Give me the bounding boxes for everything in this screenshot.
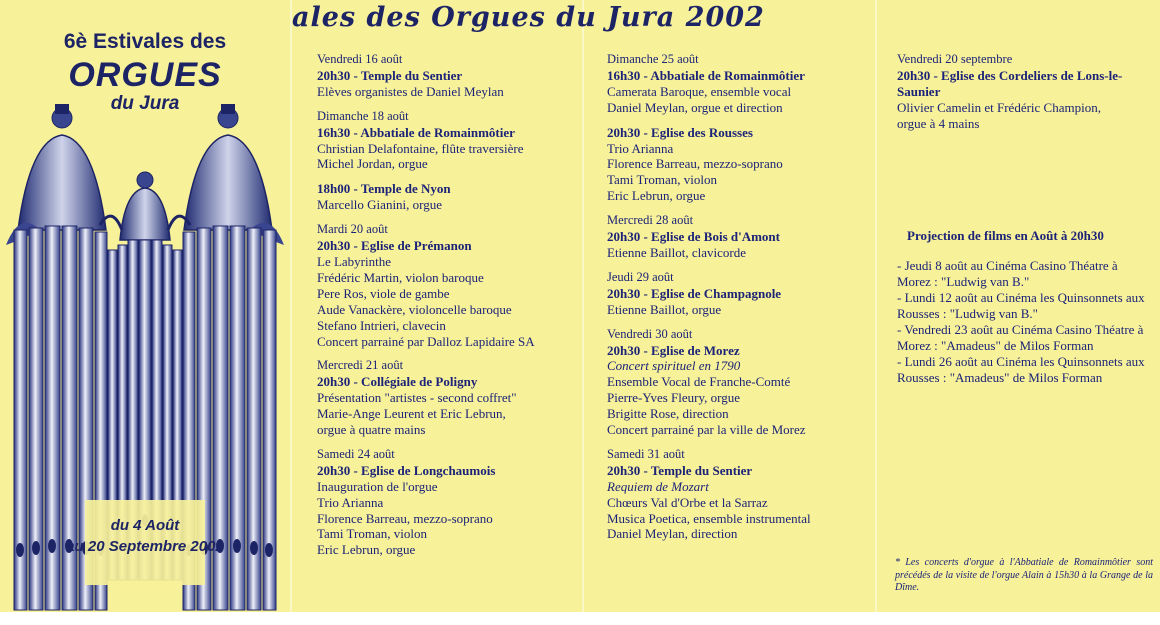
event-heading: 20h30 - Eglise de Bois d'Amont — [607, 229, 780, 245]
film-item: - Lundi 12 août au Cinéma les Quinsonnets aux Rousses : "Ludwig van B." — [897, 290, 1145, 321]
event-heading: 20h30 - Eglise de Prémanon — [317, 238, 472, 254]
event-entry — [607, 327, 869, 438]
event-date: Vendredi 16 août — [317, 52, 403, 66]
event-detail: Trio Arianna — [607, 140, 674, 156]
event-heading: 20h30 - Eglise des Cordeliers de Lons-le-Saunier — [897, 67, 1123, 99]
event-detail: Florence Barreau, mezzo-soprano — [317, 510, 493, 526]
event-detail: Marcello Gianini, orgue — [317, 197, 443, 213]
event-heading: 20h30 - Eglise de Champagnole — [607, 285, 782, 301]
event-entry — [317, 52, 577, 100]
event-heading: 16h30 - Abbatiale de Romainmôtier — [317, 124, 515, 140]
event-detail: Musica Poetica, ensemble instrumental — [607, 510, 811, 526]
event-detail: Daniel Meylan, direction — [607, 526, 738, 542]
cover-title-line3: du Jura — [110, 93, 180, 114]
event-detail: Daniel Meylan, orgue et direction — [607, 99, 783, 115]
event-detail: Olivier Camelin et Frédéric Champion, — [897, 99, 1101, 115]
event-entry — [317, 109, 577, 173]
cover-title-line2: ORGUES — [68, 56, 222, 94]
event-detail: Frédéric Martin, violon baroque — [317, 269, 484, 285]
event-detail: Eric Lebrun, orgue — [317, 542, 416, 558]
event-detail: Stefano Intrieri, clavecin — [317, 317, 446, 333]
event-date: Samedi 31 août — [607, 446, 685, 461]
event-heading: 20h30 - Collégiale de Poligny — [317, 374, 478, 390]
event-detail: Marie-Ange Leurent et Eric Lebrun, — [317, 406, 506, 422]
event-date: Samedi 24 août — [317, 446, 395, 461]
event-detail: Trio Arianna — [317, 494, 384, 510]
event-date: Mardi 20 août — [317, 222, 388, 237]
event-detail: Concert parrainé par la ville de Morez — [607, 422, 806, 438]
event-entry — [607, 125, 869, 205]
event-entry — [607, 52, 869, 116]
event-detail: Pere Ros, viole de gambe — [317, 285, 450, 301]
event-detail: Etienne Baillot, clavicorde — [607, 244, 746, 260]
event-subtitle: Requiem de Mozart — [607, 478, 709, 494]
event-date: Jeudi 29 août — [607, 269, 674, 284]
event-entry — [607, 213, 869, 261]
footnote: * Les concerts d'orgue à l'Abbatiale de Romainmôtier sont précédés de la visite de l'orgue Alain à 15h30 à la Grange de la Dîme. — [895, 557, 1153, 593]
event-heading: 16h30 - Abbatiale de Romainmôtier — [607, 67, 805, 83]
cover-title-line1: 6è Estivales des — [63, 30, 227, 53]
event-detail: Michel Jordan, orgue — [317, 156, 428, 172]
event-detail: Tami Troman, violon — [317, 526, 427, 542]
event-detail: Tami Troman, violon — [607, 172, 717, 188]
event-heading: 20h30 - Temple du Sentier — [317, 67, 463, 83]
event-entry — [317, 447, 577, 558]
event-entry — [897, 52, 1152, 132]
cover-dates-end: au 20 Septembre 2002 — [66, 538, 224, 555]
event-heading: 18h00 - Temple de Nyon — [317, 181, 451, 197]
fold-line — [875, 0, 877, 612]
film-item: - Jeudi 8 août au Cinéma Casino Théatre à Morez : "Ludwig van B." — [897, 258, 1118, 289]
fold-line — [582, 0, 584, 612]
event-heading: 20h30 - Eglise des Rousses — [607, 124, 753, 140]
event-detail: Etienne Baillot, orgue — [607, 301, 722, 317]
event-heading: 20h30 - Eglise de Morez — [607, 342, 740, 358]
program-column-2 — [607, 52, 869, 551]
program-column-1 — [317, 52, 577, 567]
event-detail: Pierre-Yves Fleury, orgue — [607, 390, 740, 406]
films-title: Projection de films en Août à 20h30 — [907, 228, 1104, 243]
event-detail: Le Labyrinthe — [317, 253, 391, 269]
event-entry — [607, 270, 869, 318]
event-heading: 20h30 - Eglise de Longchaumois — [317, 462, 496, 478]
event-detail: Christian Delafontaine, flûte traversière — [317, 140, 524, 156]
program-column-3 — [897, 52, 1152, 141]
event-detail: Inauguration de l'orgue — [317, 478, 438, 494]
event-detail: Brigitte Rose, direction — [607, 406, 729, 422]
event-detail: Présentation "artistes - second coffret" — [317, 390, 517, 406]
event-detail: Ensemble Vocal de Franche-Comté — [607, 374, 791, 390]
event-date: Dimanche 18 août — [317, 108, 409, 123]
event-entry — [317, 222, 577, 349]
event-entry — [317, 181, 577, 213]
event-date: Mercredi 21 août — [317, 358, 404, 373]
event-detail: Camerata Baroque, ensemble vocal — [607, 83, 792, 99]
event-entry — [607, 447, 869, 542]
event-detail: Eric Lebrun, orgue — [607, 188, 706, 204]
cover-dates — [60, 515, 230, 557]
fold-line — [290, 0, 292, 612]
event-entry — [317, 358, 577, 438]
festival-headline: ales des Orgues du Jura 2002 — [292, 2, 765, 33]
event-date: Vendredi 20 septembre — [897, 52, 1013, 66]
event-detail: orgue à 4 mains — [897, 115, 980, 131]
event-detail: Elèves organistes de Daniel Meylan — [317, 83, 504, 99]
event-date: Vendredi 30 août — [607, 326, 693, 341]
film-item: - Vendredi 23 août au Cinéma Casino Théatre à Morez : "Amadeus" de Milos Forman — [897, 322, 1144, 353]
event-date: Mercredi 28 août — [607, 213, 694, 228]
film-item: - Lundi 26 août au Cinéma les Quinsonnets aux Rousses : "Amadeus" de Milos Forman — [897, 354, 1145, 385]
event-detail: Florence Barreau, mezzo-soprano — [607, 156, 783, 172]
event-detail: orgue à quatre mains — [317, 422, 426, 438]
event-subtitle: Concert spirituel en 1790 — [607, 358, 741, 374]
films-list — [897, 258, 1152, 386]
event-detail: Concert parrainé par Dalloz Lapidaire SA — [317, 333, 535, 349]
event-detail: Chœurs Val d'Orbe et la Sarraz — [607, 494, 768, 510]
event-heading: 20h30 - Temple du Sentier — [607, 462, 753, 478]
cover-dates-start: du 4 Août — [110, 517, 180, 534]
event-detail: Aude Vanackère, violoncelle baroque — [317, 301, 512, 317]
event-date: Dimanche 25 août — [607, 52, 699, 66]
